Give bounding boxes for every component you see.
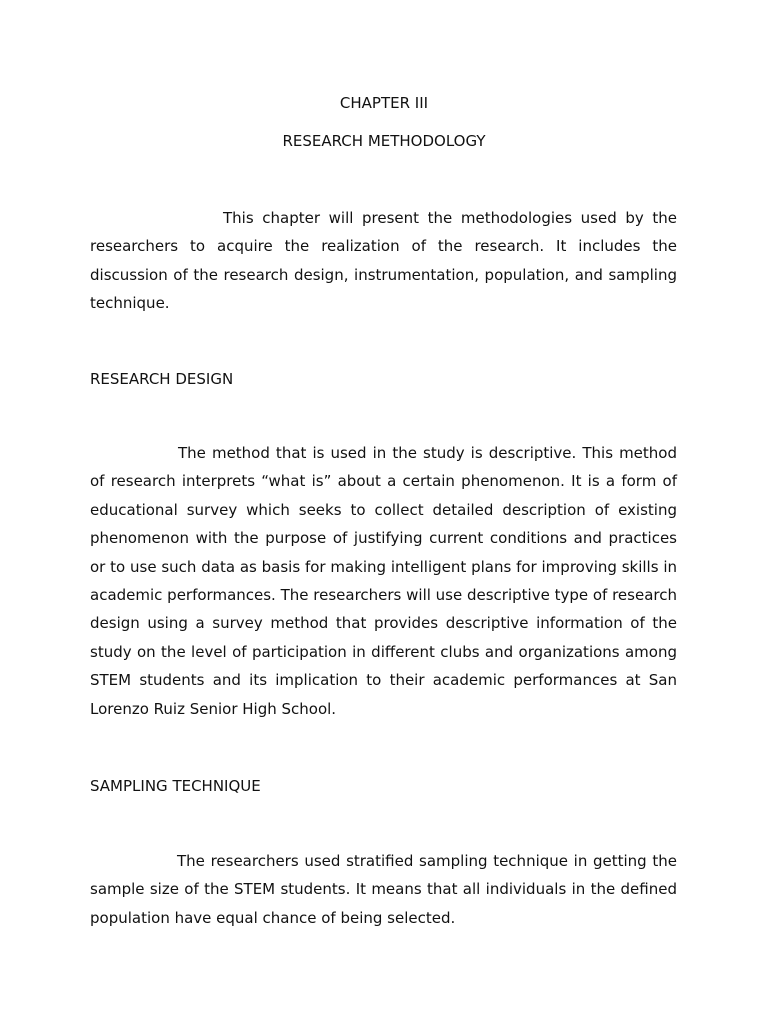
research-design-heading: RESEARCH DESIGN bbox=[90, 370, 234, 388]
chapter-title: RESEARCH METHODOLOGY bbox=[282, 132, 486, 150]
sampling-technique-paragraph: The researchers used stratified sampling technique in getting the sample size of the STEM students. It means that all individuals in the defined population have equal chance of being selected. bbox=[90, 852, 677, 927]
sampling-technique-heading: SAMPLING TECHNIQUE bbox=[90, 777, 261, 795]
chapter-label: CHAPTER III bbox=[339, 94, 429, 112]
intro-paragraph: This chapter will present the methodologies used by the researchers to acquire the realization of the research. It includes the discussion of the research design, instrumentation, population, and sampling technique. bbox=[90, 209, 677, 313]
research-design-paragraph: The method that is used in the study is descriptive. This method of research interprets “what is” about a certain phenomenon. It is a form of educational survey which seeks to collect detailed description of existing phenomenon with the purpose of justifying current conditions and practices or to use such data as basis for making intelligent plans for improving skills in academic performances. The researchers will use descriptive type of research design using a survey method that provides descriptive information of the study on the level of participation in different clubs and organizations among STEM students and its implication to their academic performances at San Lorenzo Ruiz Senior High School. bbox=[90, 444, 677, 718]
